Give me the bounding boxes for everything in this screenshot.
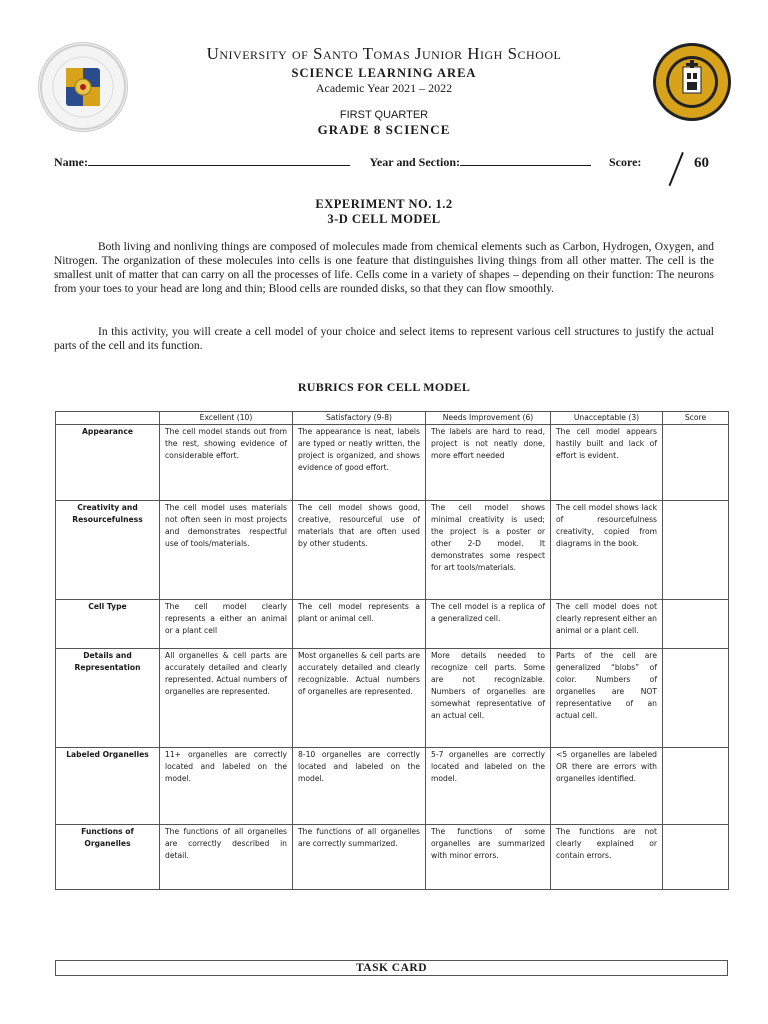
unacceptable-cell: The cell model does not clearly represent either an animal or a plant cell. [551,600,663,649]
rubric-table [55,411,729,890]
unacceptable-cell: The cell model appears hastily built and lack of effort is evident. [551,425,663,501]
needs-improvement-cell: The functions of some organelles are summarized with minor errors. [426,825,551,890]
header-unacceptable: Unacceptable (3) [551,412,663,425]
score-cell[interactable] [663,825,729,890]
satisfactory-cell: Most organelles & cell parts are accurately detailed and clearly recognizable. Actual numbers of organelles are represented. [293,649,426,748]
excellent-cell: All organelles & cell parts are accurately detailed and clearly represented. Actual numbers of organelles are represented. [160,649,293,748]
name-label: Name: [54,155,88,169]
criterion-cell: Creativity and Resourcefulness [56,501,160,600]
unacceptable-cell: The functions are not clearly explained or contain errors. [551,825,663,890]
needs-improvement-cell: More details needed to recognize cell parts. Some are not recognizable. Numbers of organelles are somewhat representative of an actual cell. [426,649,551,748]
score-cell[interactable] [663,600,729,649]
satisfactory-cell: The appearance is neat, labels are typed or neatly written, the project is organized, and shows evidence of good effort. [293,425,426,501]
excellent-cell: 11+ organelles are correctly located and labeled on the model. [160,748,293,825]
grade-subject: GRADE 8 SCIENCE [317,122,451,137]
year-section-field[interactable] [460,153,591,166]
needs-improvement-cell: The cell model is a replica of a generalized cell. [426,600,551,649]
header-criterion [56,412,160,425]
rubric-title: RUBRICS FOR CELL MODEL [297,380,471,394]
table-row [56,501,729,600]
satisfactory-cell: The cell model shows good, creative, resourceful use of materials that are often used by other students. [293,501,426,600]
academic-year: Academic Year 2021 – 2022 [315,81,453,95]
score-cell[interactable] [663,649,729,748]
experiment-title: 3-D CELL MODEL [327,212,441,226]
quarter-label: FIRST QUARTER [339,109,429,121]
criterion-cell: Cell Type [56,600,160,649]
table-row [56,825,729,890]
table-row [56,748,729,825]
excellent-cell: The cell model clearly represents a either an animal or a plant cell [160,600,293,649]
activity-paragraph: In this activity, you will create a cell model of your choice and select items to represent various cell structures to justify the actual parts of the cell and its function. [54,326,714,352]
experiment-heading [0,197,768,227]
table-row [56,600,729,649]
score-total: 60 [694,155,709,171]
header-excellent: Excellent (10) [160,412,293,425]
experiment-number: EXPERIMENT NO. 1.2 [315,197,453,211]
year-section-label: Year and Section: [369,155,460,169]
needs-improvement-cell: The cell model shows minimal creativity is used; the project is a poster or other 2-D model. It demonstrates some respect for art tools/materials. [426,501,551,600]
name-field[interactable] [88,153,350,166]
criterion-cell: Details and Representation [56,649,160,748]
unacceptable-cell: <5 organelles are labeled OR there are errors with organelles identified. [551,748,663,825]
score-cell[interactable] [663,501,729,600]
criterion-cell: Labeled Organelles [56,748,160,825]
needs-improvement-cell: The labels are hard to read, project is not neatly done, more effort needed [426,425,551,501]
score-cell[interactable] [663,748,729,825]
score-cell[interactable] [663,425,729,501]
satisfactory-cell: The functions of all organelles are correctly summarized. [293,825,426,890]
criterion-cell: Functions of Organelles [56,825,160,890]
satisfactory-cell: The cell model represents a plant or animal cell. [293,600,426,649]
unacceptable-cell: The cell model shows lack of resourcefulness creativity, copied from diagrams in the book. [551,501,663,600]
excellent-cell: The cell model uses materials not often seen in most projects and demonstrates respectful use of tools/materials. [160,501,293,600]
table-row [56,425,729,501]
rubric-header-row [56,412,729,425]
task-card-heading: TASK CARD [55,960,728,976]
excellent-cell: The cell model stands out from the rest, showing evidence of considerable effort. [160,425,293,501]
intro-paragraph: Both living and nonliving things are composed of molecules made from chemical elements such as Carbon, Hydrogen, Oxygen, and Nitrogen. The organization of these molecules into cells is one feature that distinguishes living things from all other matter. The cell is the smallest unit of matter that can carry on all the processes of life. Cells come in a variety of shapes – depending on their function: The neurons from your toes to your head are long and thin; Blood cells are rounded disks, so that they can flow smoothly. [54,241,714,295]
learning-area: SCIENCE LEARNING AREA [291,66,477,80]
needs-improvement-cell: 5-7 organelles are correctly located and labeled on the model. [426,748,551,825]
table-row [56,649,729,748]
student-info-line [54,153,641,170]
header-needs-improvement: Needs Improvement (6) [426,412,551,425]
satisfactory-cell: 8-10 organelles are correctly located and labeled on the model. [293,748,426,825]
score-slash-divider [669,152,684,186]
excellent-cell: The functions of all organelles are correctly described in detail. [160,825,293,890]
unacceptable-cell: Parts of the cell are generalized “blobs” of color. Numbers of organelles are NOT representative of an actual cell. [551,649,663,748]
header-satisfactory: Satisfactory (9-8) [293,412,426,425]
school-title: University of Santo Tomas Junior High School [206,44,562,63]
score-label: Score: [609,155,642,169]
criterion-cell: Appearance [56,425,160,501]
header-score: Score [663,412,729,425]
